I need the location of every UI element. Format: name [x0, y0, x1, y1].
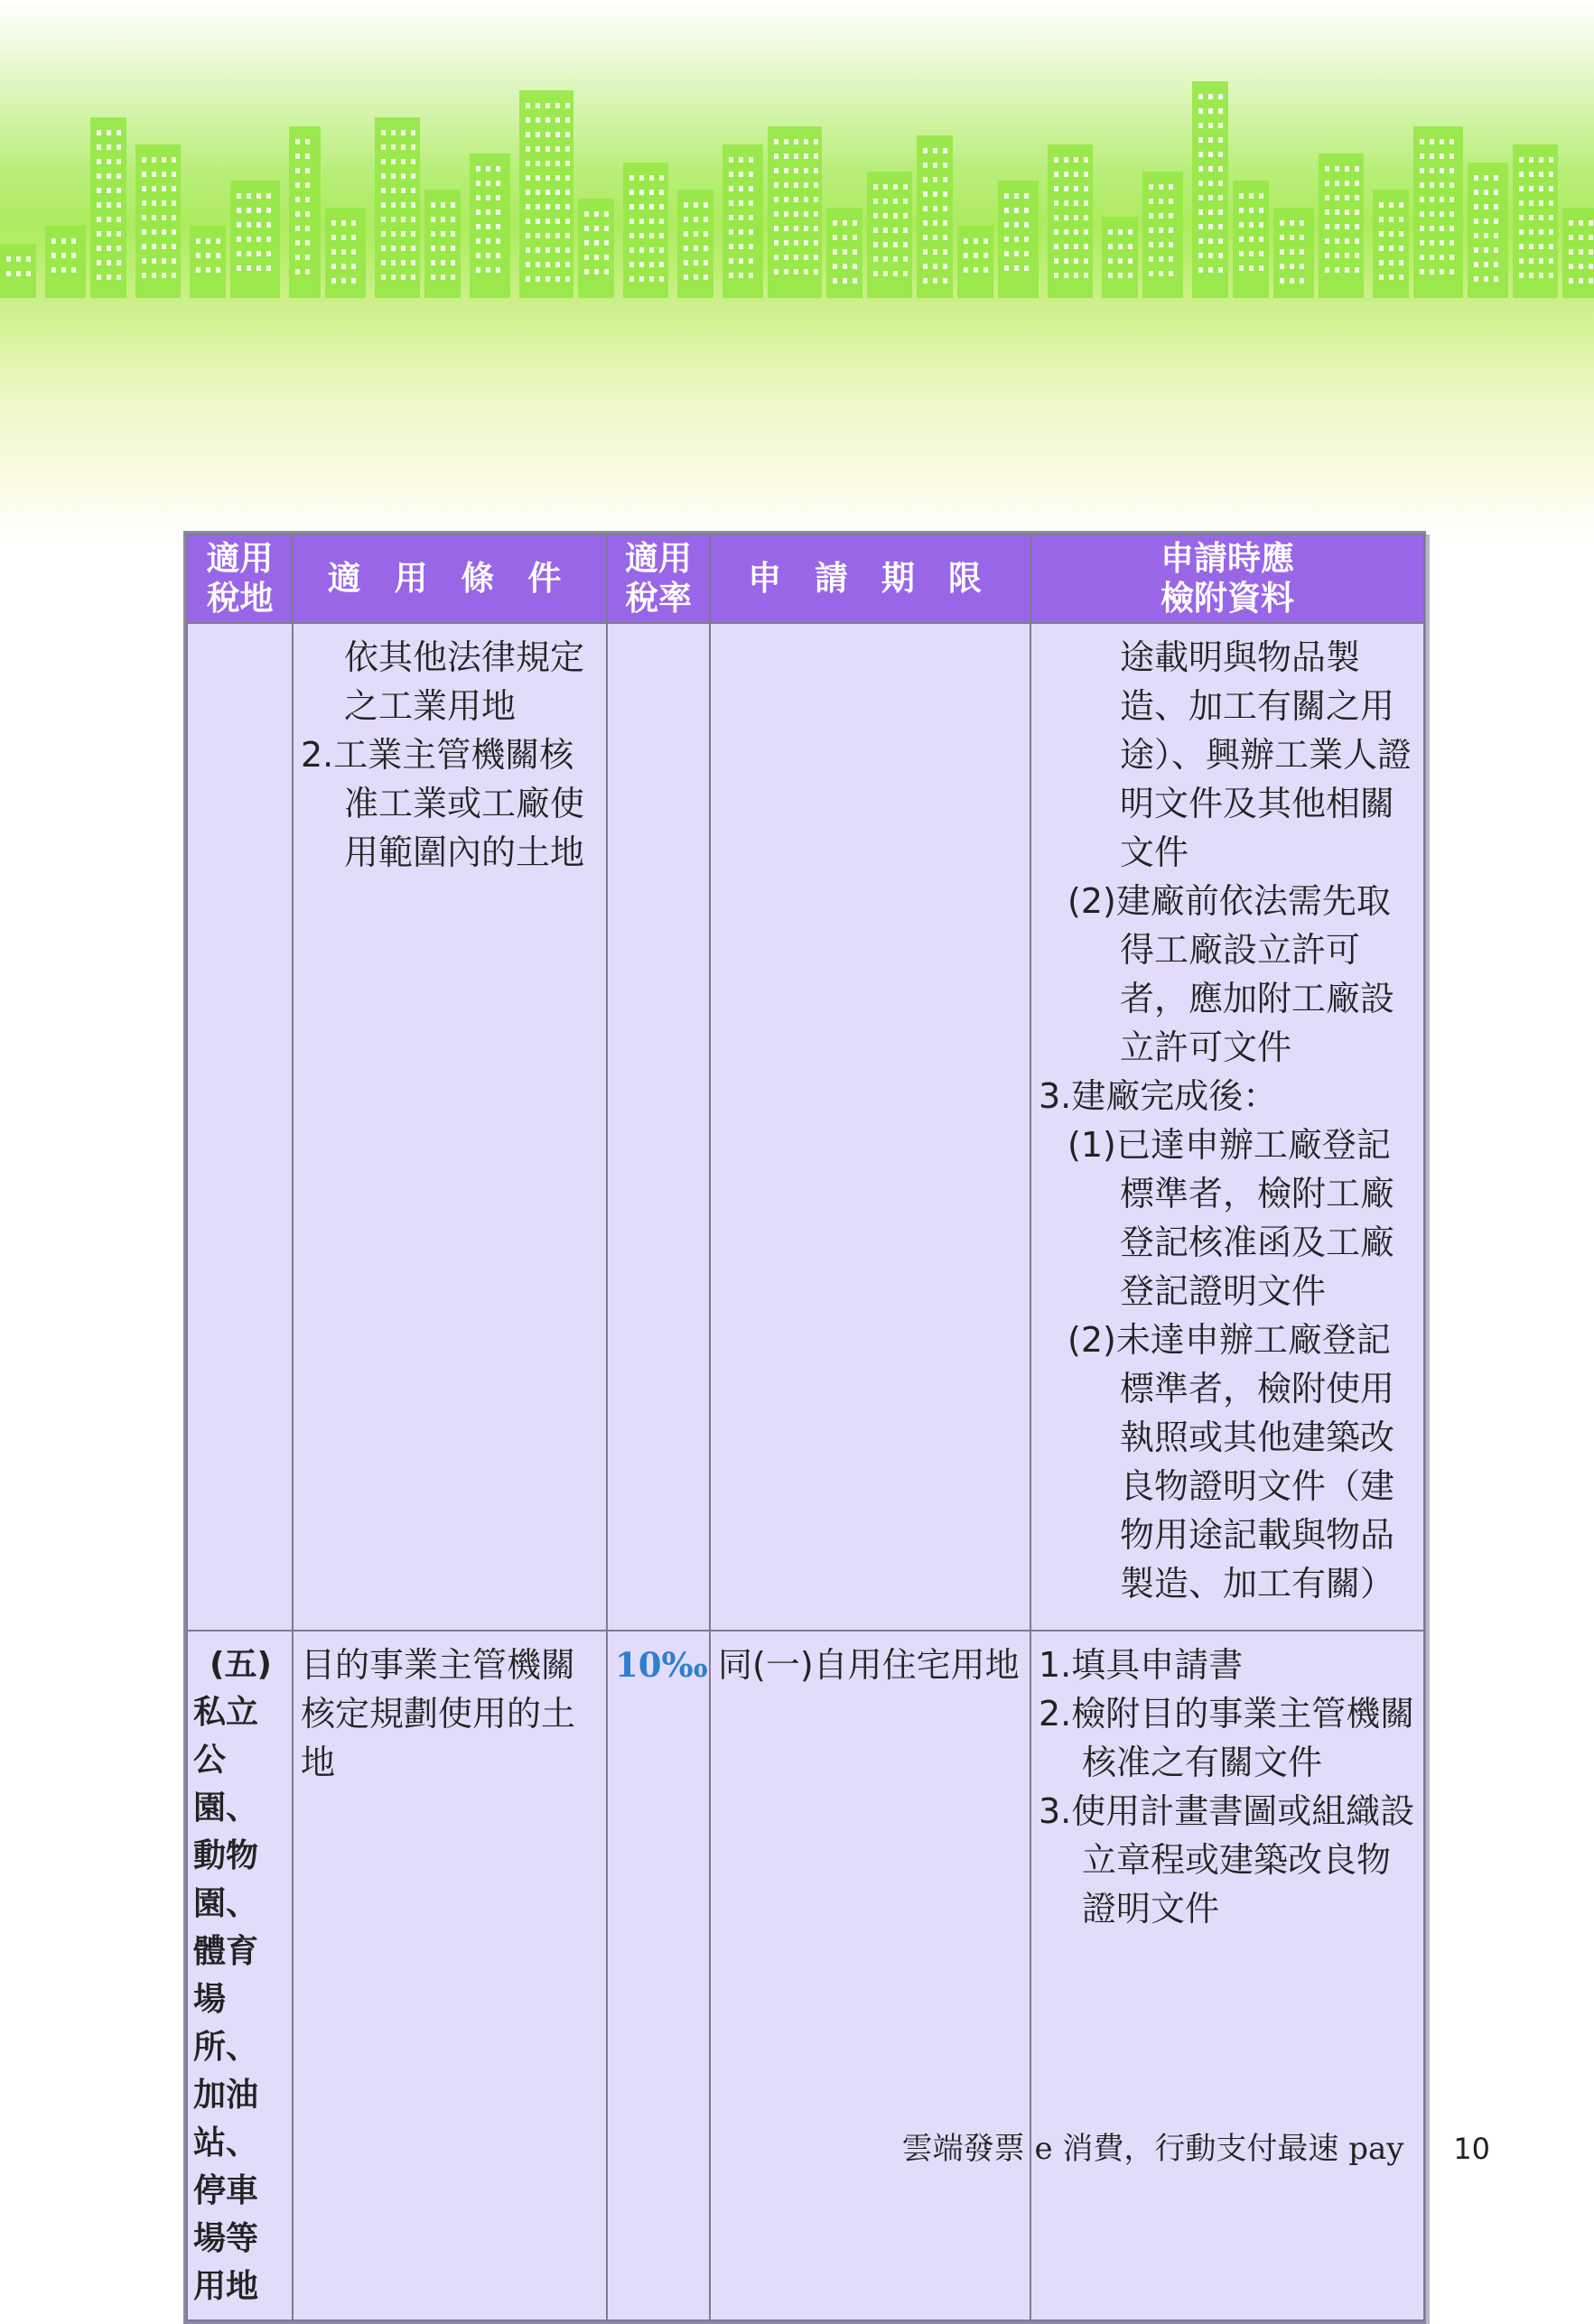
table-row [187, 623, 1424, 1631]
cell-rate [607, 623, 710, 1631]
list-item: 2.檢附目的事業主管機關核准之有關文件 [1039, 1694, 1415, 1782]
list-item: (2)建廠前依法需先取得工廠設立許可者，應加附工廠設立許可文件 [1067, 881, 1395, 1067]
skyline-building [917, 135, 953, 298]
cell-land [187, 623, 293, 1631]
page-footer [902, 2124, 1490, 2168]
cell-documents [1030, 1631, 1424, 2320]
list-item: 途載明與物品製造、加工有關之用途）、興辦工業人證明文件及其他相關文件 [1120, 637, 1412, 872]
cell-rate: 10‰ [607, 1631, 710, 2320]
land-name: 私立公園、動物園、體育場所、加油站、停車場等用地 [193, 1694, 259, 2305]
cell-conditions: 目的事業主管機關核定規劃使用的土地 [293, 1631, 607, 2320]
list-item: 2.工業主管機關核准工業或工廠使用範圍內的土地 [301, 735, 585, 872]
skyline-building [190, 226, 226, 298]
header-text-line: 適用 [625, 539, 692, 578]
header-banner [0, 0, 1594, 542]
footer-slogan: 雲端發票 e 消費，行動支付最速 pay [901, 2131, 1404, 2167]
skyline-building [1102, 217, 1138, 298]
city-skyline-illustration [0, 0, 1594, 542]
list-item: 3.建廠完成後： [1039, 1076, 1278, 1116]
list-item: 1.填具申請書 [1039, 1645, 1244, 1685]
header-applicable-land [187, 535, 293, 623]
table-row [187, 1631, 1424, 2320]
header-text-line: 檢附資料 [1161, 579, 1294, 618]
land-tax-table [183, 531, 1426, 2324]
header-required-documents [1030, 535, 1424, 623]
skyline-building [957, 226, 993, 298]
cell-documents [1030, 623, 1424, 1631]
header-text-line: 申請時應 [1161, 539, 1294, 578]
list-item: 3.使用計畫書圖或組織設立章程或建築改良物證明文件 [1039, 1791, 1415, 1929]
list-item: 依其他法律規定之工業用地 [344, 637, 585, 726]
table-header-row [187, 535, 1424, 623]
header-tax-rate [607, 535, 710, 623]
header-text-line: 適用 [206, 539, 274, 578]
skyline-building [1142, 172, 1183, 298]
cell-period [710, 623, 1030, 1631]
land-number: (五) [210, 1646, 272, 1683]
skyline-building [867, 172, 912, 298]
cell-land [187, 1631, 293, 2320]
header-text-line: 稅地 [206, 579, 274, 618]
header-conditions: 適 用 條 件 [293, 535, 607, 623]
list-item: (1)已達申辦工廠登記標準者，檢附工廠登記核准函及工廠登記證明文件 [1067, 1125, 1395, 1311]
cell-conditions [293, 623, 607, 1631]
cell-period: 同(一)自用住宅用地 [710, 1631, 1030, 2320]
header-text-line: 稅率 [625, 579, 692, 618]
skyline-building [289, 126, 321, 298]
header-application-period: 申 請 期 限 [710, 535, 1030, 623]
skyline-building [45, 226, 86, 298]
page-number: 10 [1453, 2132, 1490, 2166]
list-item: (2)未達申辦工廠登記標準者，檢附使用執照或其他建築改良物證明文件（建物用途記載與物品製造、加工有關） [1067, 1320, 1395, 1604]
